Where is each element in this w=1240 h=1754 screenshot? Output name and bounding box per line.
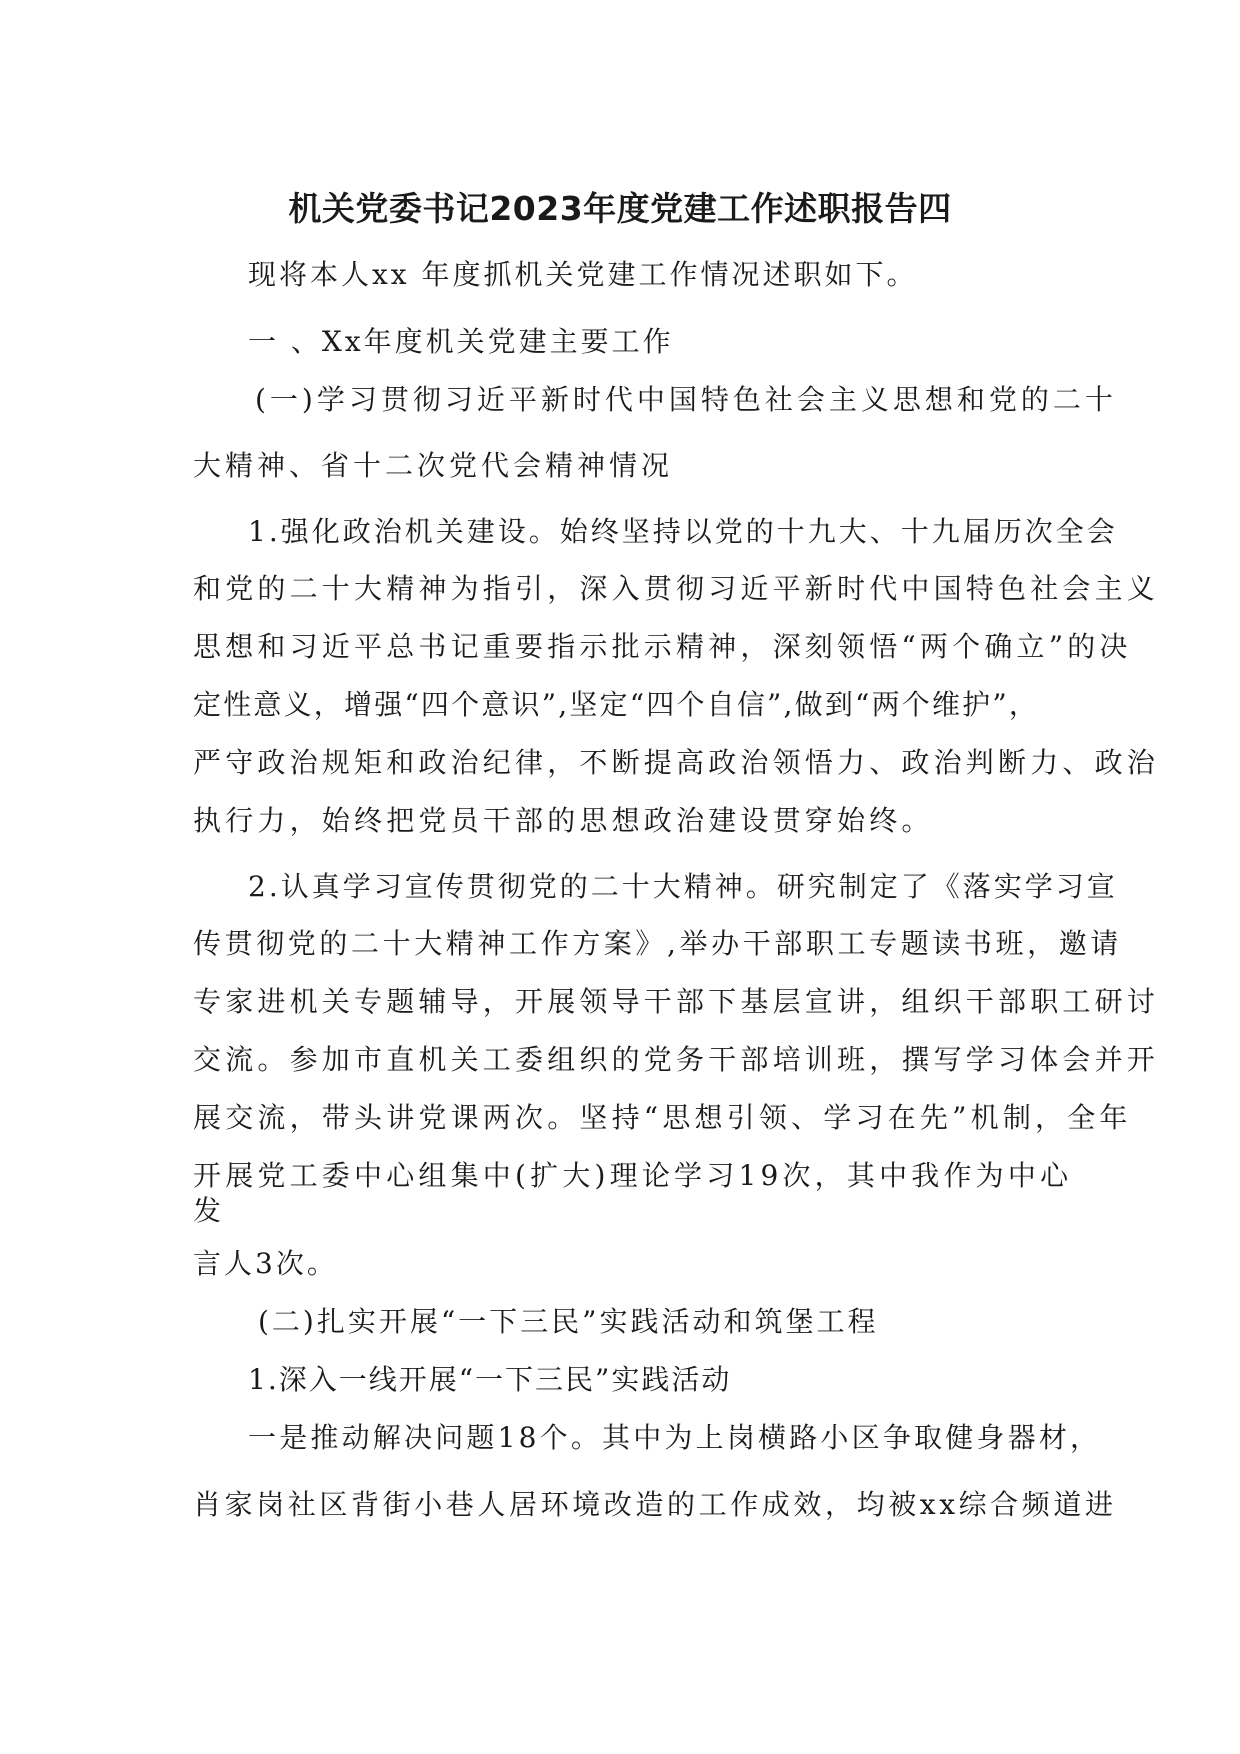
section2-para-line2: 肖家岗社区背街小巷人居环境改造的工作成效，均被xx综合频道进 [193,1488,1117,1521]
para1-line3: 思想和习近平总书记重要指示批示精神，深刻领悟“两个确立”的决 [193,630,1132,663]
section1-heading-line1: (一)学习贯彻习近平新时代中国特色社会主义思想和党的二十 [255,383,1117,416]
para1-line4: 定性意义，增强“四个意识”,坚定“四个自信”,做到“两个维护”， [193,688,1040,721]
intro-paragraph: 现将本人xx 年度抓机关党建工作情况述职如下。 [248,258,918,291]
para1-line6: 执行力，始终把党员干部的思想政治建设贯穿始终。 [193,804,934,837]
para1-line5: 严守政治规矩和政治纪律，不断提高政治领悟力、政治判断力、政治 [193,746,1160,779]
para2-line4: 交流。参加市直机关工委组织的党务干部培训班，撰写学习体会并开 [193,1043,1160,1076]
heading-main-work: 一 、Xx年度机关党建主要工作 [248,325,674,358]
section2-item1: 1.深入一线开展“一下三民”实践活动 [248,1363,732,1396]
para2-line8: 言人3次。 [193,1247,338,1280]
section2-para-line1: 一是推动解决问题18个。其中为上岗横路小区争取健身器材， [248,1421,1102,1454]
para2-line1: 2.认真学习宣传贯彻党的二十大精神。研究制定了《落实学习宣 [248,870,1118,903]
para1-line1: 1.强化政治机关建设。始终坚持以党的十九大、十九届历次全会 [248,515,1118,548]
para2-line5: 展交流，带头讲党课两次。坚持“思想引领、学习在先”机制，全年 [193,1101,1132,1134]
para1-line2: 和党的二十大精神为指引，深入贯彻习近平新时代中国特色社会主义 [193,572,1160,605]
document-title: 机关党委书记2023年度党建工作述职报告四 [288,189,952,228]
para2-line7: 发 [193,1194,222,1227]
para2-line3: 专家进机关专题辅导，开展领导干部下基层宣讲，组织干部职工研讨 [193,985,1160,1018]
section1-heading-line2: 大精神、省十二次党代会精神情况 [193,449,674,482]
para2-line6: 开展党工委中心组集中(扩大)理论学习19次，其中我作为中心 [193,1159,1073,1192]
para2-line2: 传贯彻党的二十大精神工作方案》,举办干部职工专题读书班，邀请 [193,927,1122,960]
section2-heading: (二)扎实开展“一下三民”实践活动和筑堡工程 [258,1305,879,1338]
